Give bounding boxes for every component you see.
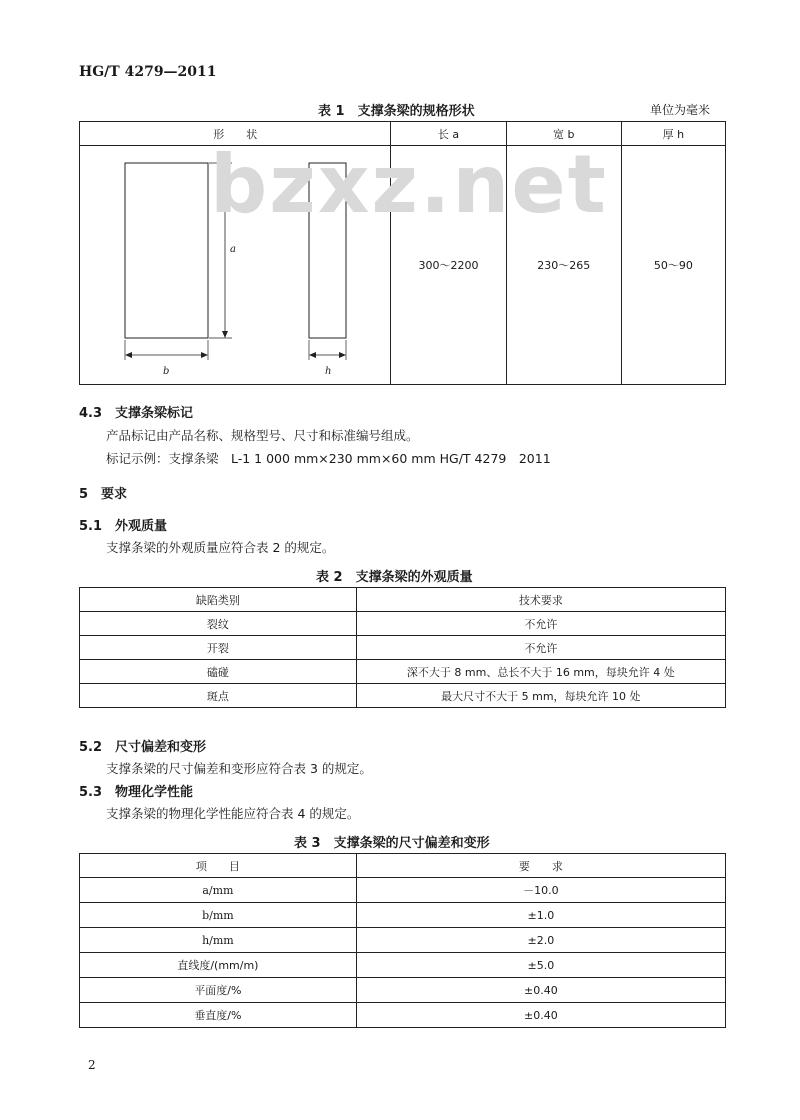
table2 [79, 587, 726, 708]
section-5-2-title: 5.2 尺寸偏差和变形 [79, 740, 207, 755]
table2-caption: 表 2 支撑条梁的外观质量 [316, 570, 473, 585]
dim-h-arrow-right [339, 352, 346, 358]
table2-cell: 不允许 [356, 636, 725, 660]
table-row [80, 1003, 726, 1028]
table-row [80, 978, 726, 1003]
table2-cell: 斑点 [80, 684, 357, 708]
table3-caption: 表 3 支撑条梁的尺寸偏差和变形 [294, 836, 490, 851]
shape-front-rect [125, 163, 208, 338]
table-row [80, 928, 726, 953]
dim-h-arrow-left [309, 352, 316, 358]
table3-cell: h/mm [80, 928, 357, 953]
table3-cell: b/mm [80, 903, 357, 928]
table3-cell: －10.0 [356, 878, 725, 903]
table3-header-row [80, 854, 726, 878]
table1-header-shape: 形 状 [80, 122, 391, 146]
table3-cell: 直线度/(mm/m) [80, 953, 357, 978]
table2-cell: 最大尺寸不大于 5 mm，每块允许 10 处 [356, 684, 725, 708]
table2-cell: 深不大于 8 mm、总长不大于 16 mm，每块允许 4 处 [356, 660, 725, 684]
table3-header-item: 项 目 [80, 854, 357, 878]
table2-header-defect: 缺陷类别 [80, 588, 357, 612]
standard-number: HG/T 4279—2011 [79, 64, 217, 80]
table1-header-thickness: 厚 h [621, 122, 725, 146]
table1-width-value: 230～265 [506, 146, 621, 385]
table-row [80, 953, 726, 978]
table1-length-value: 300～2200 [391, 146, 506, 385]
dim-b-arrow-left [125, 352, 132, 358]
table1-header-width: 宽 b [506, 122, 621, 146]
table3-header-requirement: 要 求 [356, 854, 725, 878]
dim-h-label: h [325, 366, 332, 377]
table2-cell: 磕碰 [80, 660, 357, 684]
section-4-3-paragraph-1: 产品标记由产品名称、规格型号、尺寸和标准编号组成。 [106, 428, 419, 443]
table3-cell: ±2.0 [356, 928, 725, 953]
dim-b-arrow-right [201, 352, 208, 358]
table-row [80, 612, 726, 636]
page-number: 2 [88, 1058, 96, 1072]
table3-cell: ±0.40 [356, 978, 725, 1003]
table3 [79, 853, 726, 1028]
dim-b-label: b [163, 366, 170, 377]
table3-cell: ±1.0 [356, 903, 725, 928]
table-row [80, 878, 726, 903]
table1-caption: 表 1 支撑条梁的规格形状 [318, 104, 475, 119]
section-5-title: 5 要求 [79, 487, 128, 502]
table3-cell: 垂直度/% [80, 1003, 357, 1028]
dim-a-arrow-bottom [222, 331, 228, 338]
table1-unit: 单位为毫米 [650, 103, 711, 117]
table3-cell: ±0.40 [356, 1003, 725, 1028]
section-5-2-paragraph: 支撑条梁的尺寸偏差和变形应符合表 3 的规定。 [106, 761, 372, 776]
table1-thickness-value: 50～90 [621, 146, 725, 385]
table2-cell: 不允许 [356, 612, 725, 636]
table2-cell: 裂纹 [80, 612, 357, 636]
section-5-1-paragraph: 支撑条梁的外观质量应符合表 2 的规定。 [106, 540, 335, 555]
table-row [80, 903, 726, 928]
section-5-3-title: 5.3 物理化学性能 [79, 785, 194, 800]
table3-cell: 平面度/% [80, 978, 357, 1003]
table2-header-requirement: 技术要求 [356, 588, 725, 612]
table2-header-row [80, 588, 726, 612]
section-5-3-paragraph: 支撑条梁的物理化学性能应符合表 4 的规定。 [106, 806, 360, 821]
table-row [80, 660, 726, 684]
table3-cell: a/mm [80, 878, 357, 903]
section-4-3-paragraph-2: 标记示例：支撑条梁 L-1 1 000 mm×230 mm×60 mm HG/T 4279 2011 [106, 451, 551, 466]
table-row [80, 684, 726, 708]
table3-cell: ±5.0 [356, 953, 725, 978]
section-5-1-title: 5.1 外观质量 [79, 519, 168, 534]
dim-a-label: a [230, 244, 236, 255]
table2-cell: 开裂 [80, 636, 357, 660]
watermark: bzxz.net [210, 138, 608, 231]
table1-header-length: 长 a [391, 122, 506, 146]
section-4-3-title: 4.3 支撑条梁标记 [79, 406, 194, 421]
table-row [80, 636, 726, 660]
